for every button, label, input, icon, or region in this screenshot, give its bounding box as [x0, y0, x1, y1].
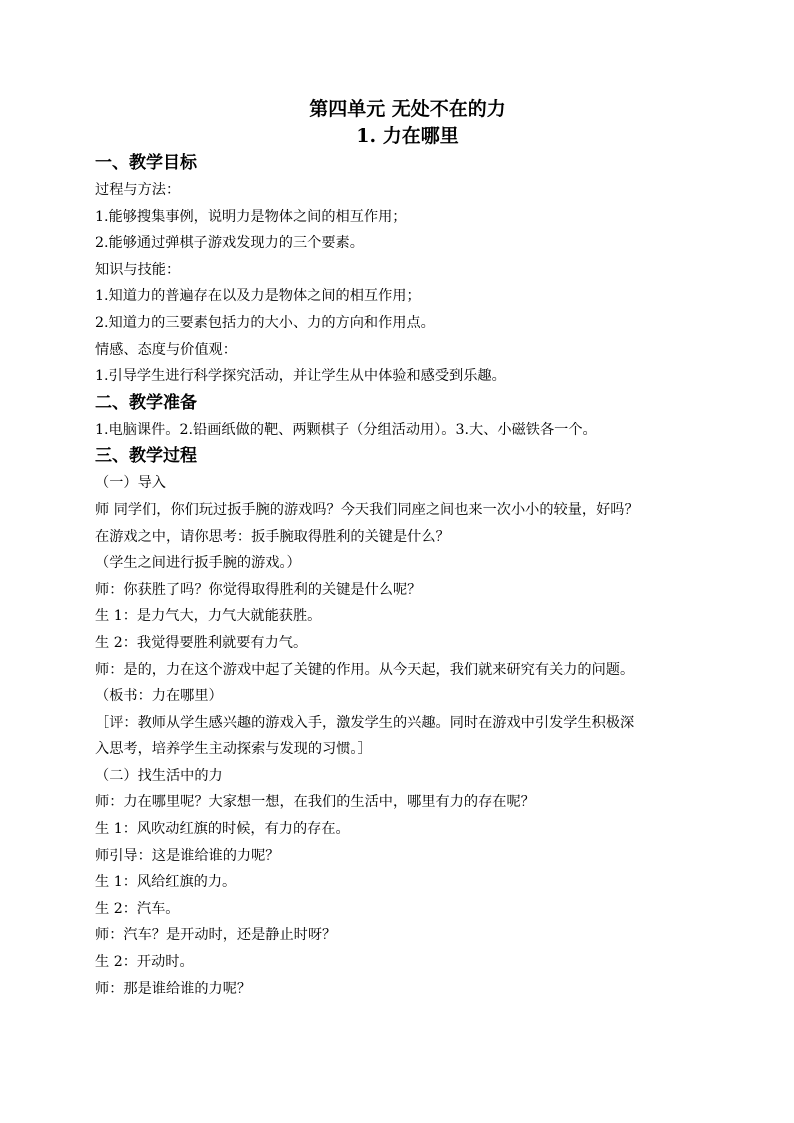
body-line: （学生之间进行扳手腕的游戏。）	[95, 555, 301, 572]
body-line: 师：力在哪里呢？大家想一想，在我们的生活中，哪里有力的存在呢？	[95, 794, 535, 811]
body-line: 1.能够搜集事例，说明力是物体之间的相互作用；	[95, 208, 407, 225]
unit-title: 第四单元 无处不在的力	[309, 98, 506, 120]
body-line: 生 2：开动时。	[95, 954, 194, 971]
section-heading: 三、教学过程	[95, 446, 197, 467]
body-line: 1.引导学生进行科学探究活动，并让学生从中体验和感受到乐趣。	[95, 368, 506, 385]
document-sections	[95, 150, 710, 1002]
body-line: 生 1：风给红旗的力。	[95, 874, 237, 891]
body-line: 师引导：这是谁给谁的力呢？	[95, 847, 280, 864]
lesson-title: 1. 力在哪里	[356, 125, 459, 147]
document-body	[95, 96, 710, 1002]
section-heading: 一、教学目标	[95, 153, 197, 173]
body-line: 师：你获胜了吗？你觉得取得胜利的关键是什么呢？	[95, 581, 422, 598]
body-line: 1.知道力的普遍存在以及力是物体之间的相互作用；	[95, 288, 421, 305]
body-line: 生 1：风吹动红旗的时候，有力的存在。	[95, 821, 350, 838]
body-line: 师：是的，力在这个游戏中起了关键的作用。从今天起，我们就来研究有关力的问题。	[95, 661, 635, 678]
body-line: （一）导入	[95, 475, 166, 492]
body-line: 入思考，培养学生主动探索与发现的习惯。］	[95, 741, 372, 758]
body-line: 2.知道力的三要素包括力的大小、力的方向和作用点。	[95, 314, 435, 331]
body-line: ［评：教师从学生感兴趣的游戏入手，激发学生的兴趣。同时在游戏中引发学生积极深	[95, 714, 635, 731]
body-line: 生 2：我觉得要胜利就要有力气。	[95, 634, 308, 651]
section-heading: 二、教学准备	[95, 392, 197, 413]
body-line: 1.电脑课件。2.铅画纸做的靶、两颗棋子（分组活动用）。3.大、小磁铁各一个。	[95, 421, 597, 438]
body-line: 知识与技能：	[95, 261, 181, 278]
body-line: 师 同学们，你们玩过扳手腕的游戏吗？今天我们同座之间也来一次小小的较量，好吗？	[95, 501, 639, 518]
body-line: （二）找生活中的力	[95, 767, 223, 784]
body-line: 2.能够通过弹棋子游戏发现力的三个要素。	[95, 235, 364, 252]
body-line: 在游戏之中，请你思考：扳手腕取得胜利的关键是什么？	[95, 528, 450, 545]
body-line: 生 2：汽车。	[95, 900, 180, 917]
body-line: 生 1：是力气大，力气大就能获胜。	[95, 608, 322, 625]
body-line: 情感、态度与价值观：	[95, 341, 237, 358]
body-line: 师：汽车？是开动时，还是静止时呀？	[95, 927, 337, 944]
body-line: 过程与方法：	[95, 182, 181, 198]
body-line: 师：那是谁给谁的力呢？	[95, 980, 252, 997]
body-line: （板书：力在哪里）	[95, 688, 223, 705]
